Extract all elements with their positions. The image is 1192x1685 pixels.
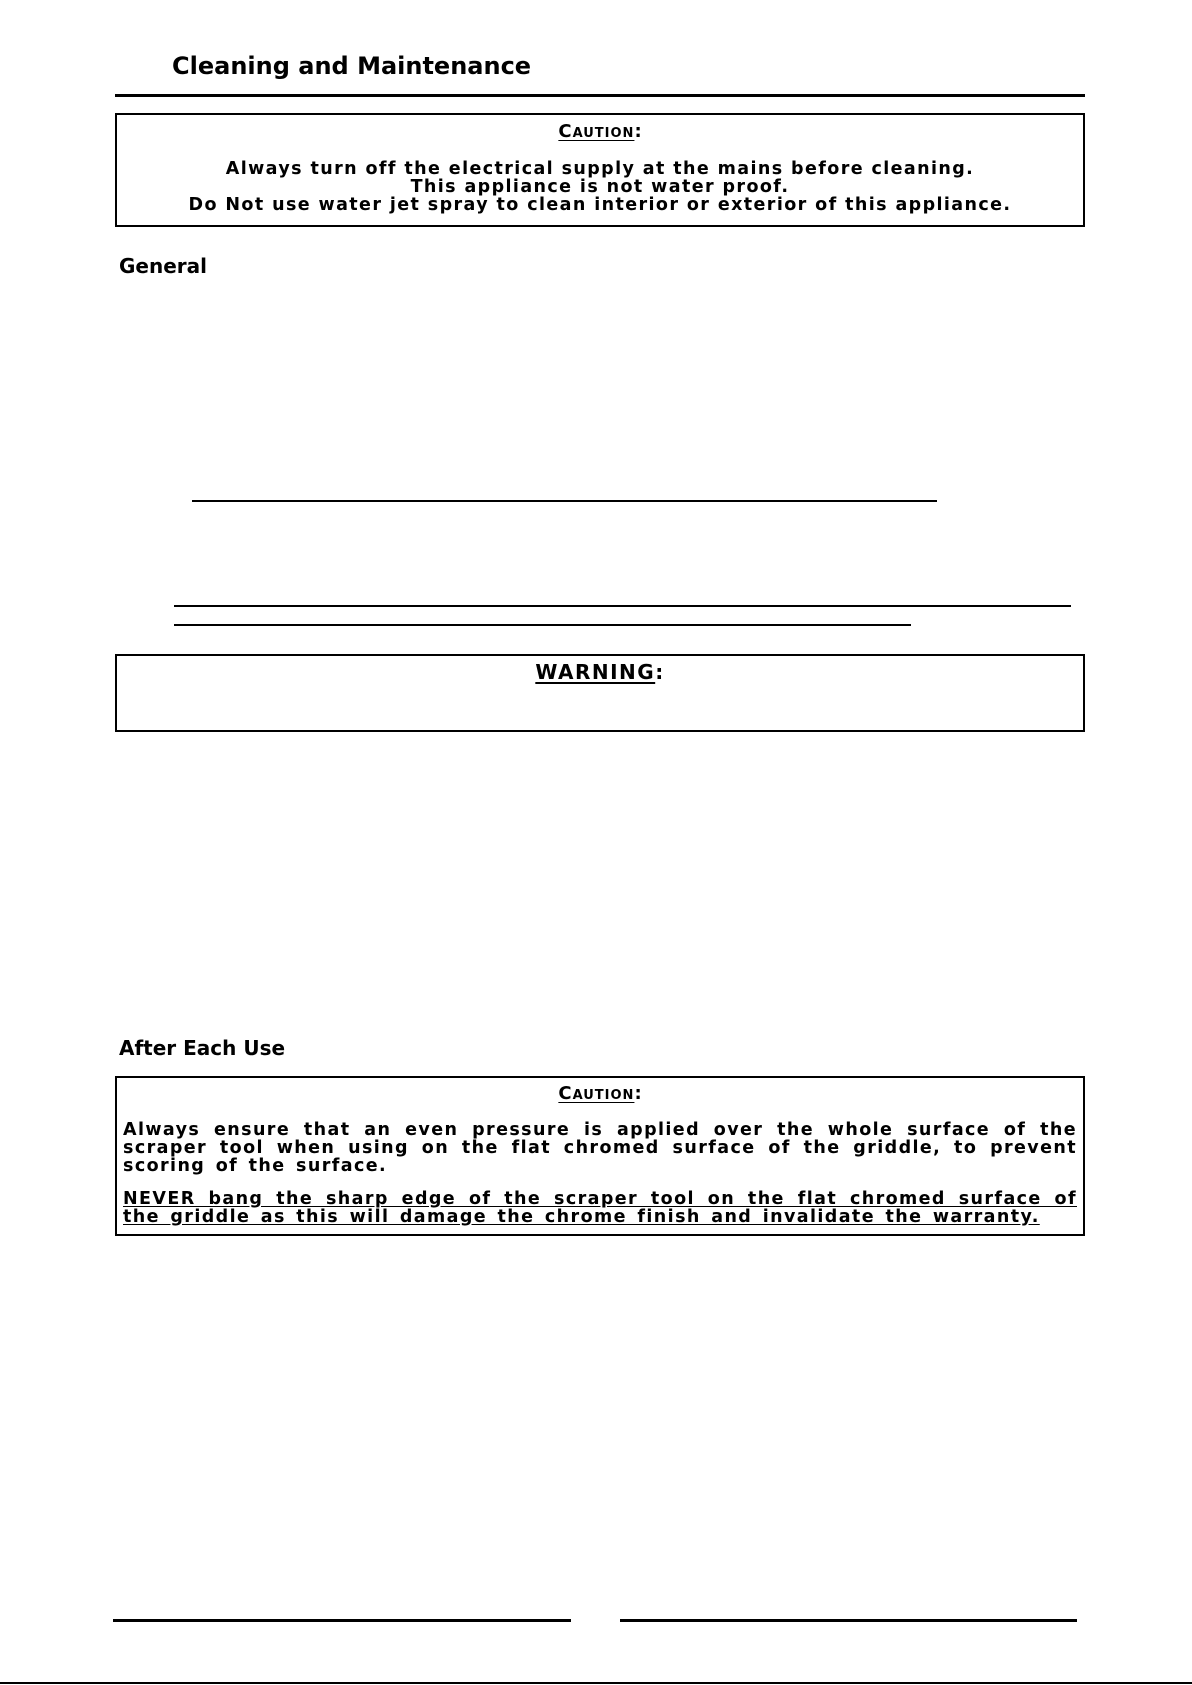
caution-paragraph: Always ensure that an even pressure is applied over the whole surface of the scraper tool when using on the flat chromed surface of the griddle, to prevent scoring of the surface. [123,1120,1077,1176]
caution-line: Do Not use water jet spray to clean interior or exterior of this appliance. [188,195,1012,215]
divider-line [174,605,1071,607]
section-heading-after-each-use: After Each Use [119,1036,286,1060]
title-rule [115,94,1085,97]
caution-heading: Caution: [558,121,642,142]
caution-lines [117,160,1083,214]
caution-box-bottom [115,1076,1085,1236]
divider-line [192,500,937,502]
warning-box [115,654,1085,732]
page-title: Cleaning and Maintenance [172,52,532,80]
footer-rule-left [113,1619,571,1622]
page-bottom-edge [0,1682,1192,1684]
divider-line [174,624,911,626]
caution-paragraph-underlined: NEVER bang the sharp edge of the scraper tool on the flat chromed surface of the griddle as this will damage the chrome finish and invalidate the warranty. [123,1189,1077,1227]
caution-box-top [115,113,1085,227]
caution-heading: Caution: [558,1083,642,1104]
section-heading-general: General [119,254,207,278]
caution-line: This appliance is not water proof. [410,177,790,197]
footer-rule-right [620,1619,1077,1622]
warning-heading: WARNING: [535,660,665,684]
caution-line: Always turn off the electrical supply at the mains before cleaning. [225,159,975,179]
